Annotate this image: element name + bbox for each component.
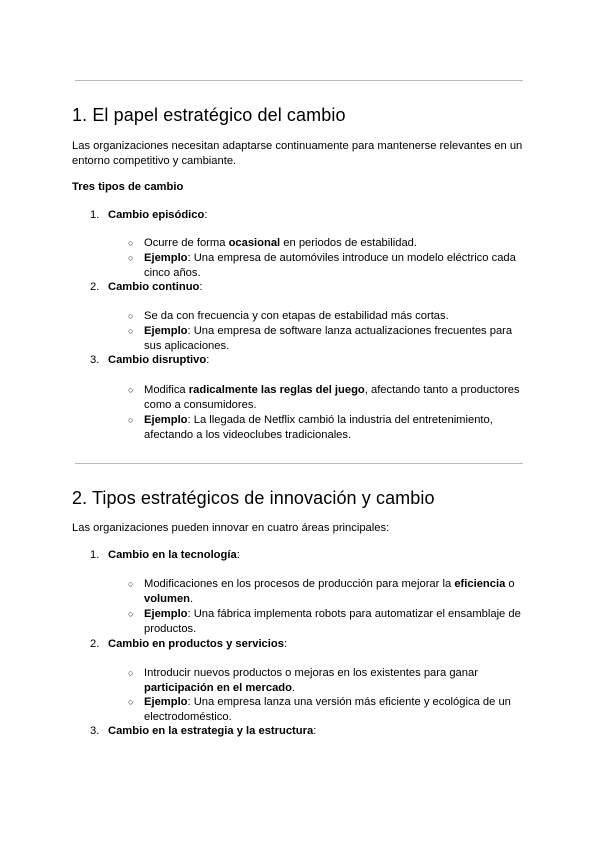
bullet-text: Introducir nuevos productos o mejoras en los existentes para ganar participación en el mercado.: [144, 667, 478, 694]
bullet-text: Se da con frecuencia y con etapas de estabilidad más cortas.: [144, 310, 449, 322]
list-number: 3.: [90, 725, 100, 737]
bullet-circle-icon: ○: [128, 609, 134, 619]
list-item-label: Cambio en la tecnología:: [108, 549, 240, 561]
bullet-text: Ocurre de forma ocasional en periodos de estabilidad.: [144, 237, 418, 249]
list-item-label: Cambio episódico:: [108, 209, 208, 221]
bullet-circle-icon: ○: [128, 311, 134, 321]
list-number: 1.: [90, 209, 100, 221]
bullet-circle-icon: ○: [128, 238, 134, 248]
bullet-circle-icon: ○: [128, 697, 134, 707]
list-number: 3.: [90, 354, 100, 366]
bullet-circle-icon: ○: [128, 415, 134, 425]
list-item-label: Cambio en productos y servicios:: [108, 638, 288, 650]
list-item-label: Cambio en la estrategia y la estructura:: [108, 725, 317, 737]
list-item-label: Cambio disruptivo:: [108, 354, 210, 366]
bullet-text: Ejemplo: Una empresa lanza una versión más eficiente y ecológica de un electrodoméstico.: [144, 696, 511, 723]
list-item-label: Cambio continuo:: [108, 281, 203, 293]
list-number: 2.: [90, 638, 100, 650]
section2-intro: Las organizaciones pueden innovar en cuatro áreas principales:: [72, 522, 390, 534]
bullet-circle-icon: ○: [128, 579, 134, 589]
bullet-text: Modifica radicalmente las reglas del juego, afectando tanto a productores como a consumidores.: [144, 384, 520, 411]
list-number: 1.: [90, 549, 100, 561]
bullet-circle-icon: ○: [128, 668, 134, 678]
bullet-circle-icon: ○: [128, 253, 134, 263]
bullet-circle-icon: ○: [128, 385, 134, 395]
horizontal-rule-top: [75, 80, 523, 81]
bullet-text: Modificaciones en los procesos de producción para mejorar la eficiencia o volumen.: [144, 578, 515, 605]
list-number: 2.: [90, 281, 100, 293]
bullet-text: Ejemplo: La llegada de Netflix cambió la industria del entretenimiento, afectando a los videoclubes tradicionales.: [144, 414, 493, 441]
bullet-text: Ejemplo: Una empresa de software lanza actualizaciones frecuentes para sus aplicaciones.: [144, 325, 513, 352]
horizontal-rule-middle: [75, 463, 523, 464]
bullet-text: Ejemplo: Una empresa de automóviles introduce un modelo eléctrico cada cinco años.: [144, 252, 516, 279]
section1-subheading: Tres tipos de cambio: [72, 181, 184, 193]
section1-intro: Las organizaciones necesitan adaptarse continuamente para mantenerse relevantes en un entorno competitivo y cambiante.: [72, 140, 523, 167]
bullet-text: Ejemplo: Una fábrica implementa robots para automatizar el ensamblaje de productos.: [144, 608, 521, 635]
section1-title: 1. El papel estratégico del cambio: [72, 105, 346, 125]
bullet-circle-icon: ○: [128, 326, 134, 336]
section2-title: 2. Tipos estratégicos de innovación y cambio: [72, 488, 435, 508]
